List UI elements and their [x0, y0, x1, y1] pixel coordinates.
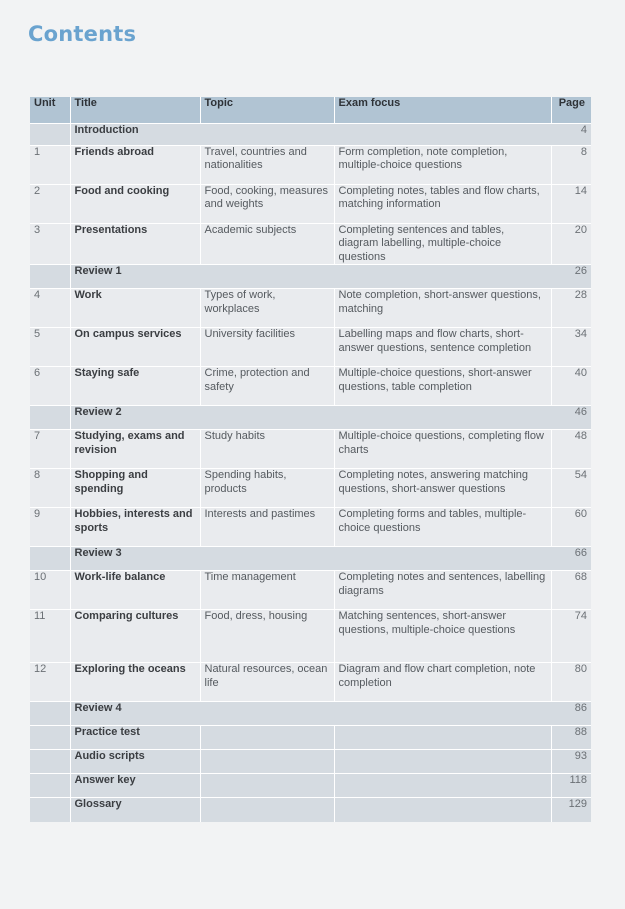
- exam-focus: [334, 702, 551, 726]
- unit-title: Presentations: [70, 223, 200, 265]
- unit-number: [30, 774, 70, 798]
- header-exam-focus: Exam focus: [334, 97, 551, 123]
- exam-focus: Multiple-choice questions, completing flow charts: [334, 430, 551, 469]
- unit-topic: Types of work, workplaces: [200, 289, 334, 328]
- unit-number: [30, 726, 70, 750]
- unit-topic: [200, 702, 334, 726]
- page-number: 46: [574, 406, 587, 418]
- page-number: 60: [574, 508, 587, 520]
- unit-number: 10: [30, 571, 70, 610]
- unit-number: 2: [30, 184, 70, 223]
- unit-number: 3: [30, 223, 70, 265]
- page-number: 86: [574, 702, 587, 714]
- unit-topic: [200, 774, 334, 798]
- unit-title: Friends abroad: [70, 145, 200, 184]
- exam-focus: Completing notes, tables and flow charts, matching information: [334, 184, 551, 223]
- table-header-row: [30, 97, 591, 123]
- exam-focus: Completing forms and tables, multiple-choice questions: [334, 508, 551, 547]
- page-number: 28: [574, 289, 587, 301]
- unit-topic: [200, 547, 334, 571]
- table-row: [30, 702, 591, 726]
- table-row: [30, 223, 591, 265]
- unit-topic: Spending habits, products: [200, 469, 334, 508]
- page-number: 88: [574, 726, 587, 738]
- page-number: 74: [574, 610, 587, 622]
- page-number: 93: [574, 750, 587, 762]
- unit-title: On campus services: [70, 328, 200, 367]
- unit-topic: Travel, countries and nationalities: [200, 145, 334, 184]
- exam-focus: Note completion, short-answer questions, matching: [334, 289, 551, 328]
- unit-topic: Interests and pastimes: [200, 508, 334, 547]
- unit-topic: [200, 123, 334, 145]
- unit-topic: Study habits: [200, 430, 334, 469]
- unit-topic: Time management: [200, 571, 334, 610]
- page-number: 34: [574, 328, 587, 340]
- unit-number: [30, 123, 70, 145]
- page-number: 68: [574, 571, 587, 583]
- table-row: [30, 289, 591, 328]
- unit-number: 6: [30, 367, 70, 406]
- unit-number: 9: [30, 508, 70, 547]
- exam-focus: [334, 774, 551, 798]
- table-row: [30, 774, 591, 798]
- page-number: 40: [574, 367, 587, 379]
- exam-focus: [334, 726, 551, 750]
- unit-topic: Natural resources, ocean life: [200, 663, 334, 702]
- unit-title: Food and cooking: [70, 184, 200, 223]
- unit-topic: [200, 798, 334, 822]
- page-number: 20: [574, 223, 587, 236]
- unit-number: [30, 798, 70, 822]
- page-number: 4: [580, 123, 587, 136]
- unit-number: 5: [30, 328, 70, 367]
- unit-topic: [200, 750, 334, 774]
- unit-title: Staying safe: [70, 367, 200, 406]
- unit-title: Glossary: [70, 798, 200, 822]
- exam-focus: [334, 265, 551, 289]
- exam-focus: Completing notes and sentences, labelling diagrams: [334, 571, 551, 610]
- header-title: Title: [70, 97, 200, 123]
- unit-number: 12: [30, 663, 70, 702]
- unit-number: [30, 265, 70, 289]
- exam-focus: [334, 547, 551, 571]
- unit-topic: [200, 265, 334, 289]
- page-number: 48: [574, 430, 587, 442]
- table-row: [30, 184, 591, 223]
- unit-title: Studying, exams and revision: [70, 430, 200, 469]
- page-title: Contents: [28, 22, 137, 46]
- table-row: [30, 547, 591, 571]
- table-row: [30, 145, 591, 184]
- page-number: 14: [574, 184, 587, 197]
- exam-focus: [334, 406, 551, 430]
- table-row: [30, 508, 591, 547]
- table-row: [30, 406, 591, 430]
- table-row: [30, 265, 591, 289]
- contents-table: [30, 97, 591, 822]
- page-number: 8: [580, 145, 587, 158]
- table-row: [30, 663, 591, 702]
- unit-title: Answer key: [70, 774, 200, 798]
- unit-title: Review 2: [74, 406, 122, 418]
- page-number: 80: [574, 663, 587, 675]
- page-number: 66: [574, 547, 587, 559]
- table-row: [30, 123, 591, 145]
- table-row: [30, 367, 591, 406]
- unit-number: 4: [30, 289, 70, 328]
- unit-title: Introduction: [74, 123, 139, 136]
- unit-topic: Crime, protection and safety: [200, 367, 334, 406]
- page-number: 26: [574, 265, 587, 277]
- unit-topic: [200, 406, 334, 430]
- unit-title: Comparing cultures: [70, 610, 200, 663]
- header-topic: Topic: [200, 97, 334, 123]
- exam-focus: Matching sentences, short-answer questions, multiple-choice questions: [334, 610, 551, 663]
- unit-number: 8: [30, 469, 70, 508]
- unit-topic: Food, cooking, measures and weights: [200, 184, 334, 223]
- unit-number: [30, 547, 70, 571]
- header-page: Page: [558, 97, 585, 109]
- exam-focus: Labelling maps and flow charts, short-answer questions, sentence completion: [334, 328, 551, 367]
- page-number: 54: [574, 469, 587, 481]
- unit-number: 11: [30, 610, 70, 663]
- unit-title: Review 4: [74, 702, 122, 714]
- unit-title: Practice test: [70, 726, 200, 750]
- table-row: [30, 571, 591, 610]
- unit-title: Work: [70, 289, 200, 328]
- unit-title: Hobbies, interests and sports: [70, 508, 200, 547]
- table-row: [30, 328, 591, 367]
- exam-focus: Completing notes, answering matching questions, short-answer questions: [334, 469, 551, 508]
- unit-title: Exploring the oceans: [70, 663, 200, 702]
- unit-topic: University facilities: [200, 328, 334, 367]
- table-row: [30, 798, 591, 822]
- unit-title: Review 1: [74, 265, 122, 277]
- page-number: 118: [569, 774, 587, 786]
- table-row: [30, 610, 591, 663]
- table-row: [30, 726, 591, 750]
- table-row: [30, 469, 591, 508]
- unit-title: Shopping and spending: [70, 469, 200, 508]
- exam-focus: Form completion, note completion, multiple-choice questions: [334, 145, 551, 184]
- exam-focus: [334, 750, 551, 774]
- exam-focus: [334, 123, 551, 145]
- unit-title: Audio scripts: [70, 750, 200, 774]
- unit-number: 1: [30, 145, 70, 184]
- unit-title: Review 3: [74, 547, 122, 559]
- unit-title: Work-life balance: [70, 571, 200, 610]
- unit-topic: [200, 726, 334, 750]
- unit-topic: Academic subjects: [200, 223, 334, 265]
- table-row: [30, 430, 591, 469]
- exam-focus: [334, 798, 551, 822]
- page-number: 129: [568, 798, 587, 810]
- unit-number: [30, 750, 70, 774]
- exam-focus: Completing sentences and tables, diagram labelling, multiple-choice questions: [334, 223, 551, 265]
- unit-number: [30, 702, 70, 726]
- unit-number: [30, 406, 70, 430]
- exam-focus: Diagram and flow chart completion, note completion: [334, 663, 551, 702]
- header-unit: Unit: [30, 97, 70, 123]
- unit-number: 7: [30, 430, 70, 469]
- exam-focus: Multiple-choice questions, short-answer questions, table completion: [334, 367, 551, 406]
- table-row: [30, 750, 591, 774]
- unit-topic: Food, dress, housing: [200, 610, 334, 663]
